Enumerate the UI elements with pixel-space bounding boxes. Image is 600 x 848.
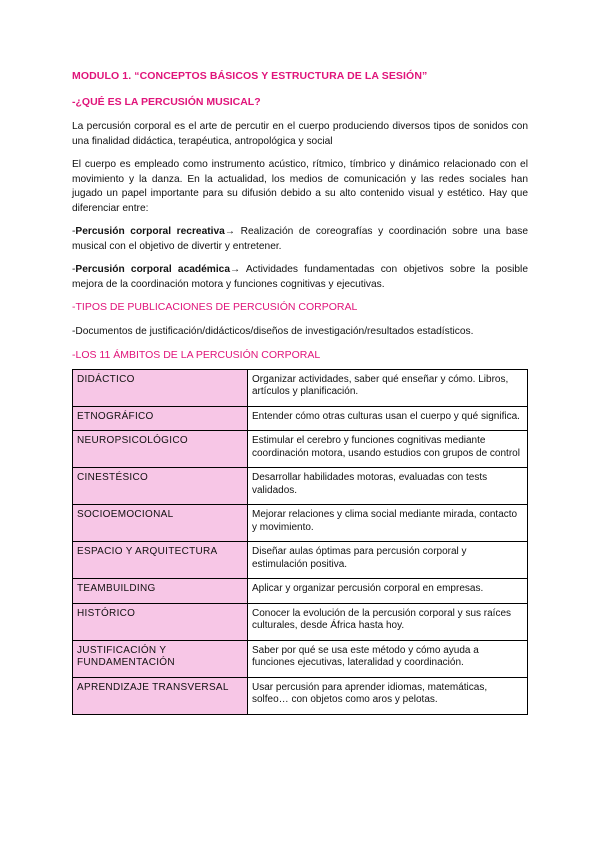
table-row <box>73 369 528 406</box>
area-description-cell: Diseñar aulas óptimas para percusión corporal y estimulación positiva. <box>248 542 528 579</box>
area-name-cell: APRENDIZAJE TRANSVERSAL <box>73 677 248 714</box>
item-prefix: - <box>72 264 76 275</box>
table-row <box>73 542 528 579</box>
area-description-cell: Organizar actividades, saber qué enseñar y cómo. Libros, artículos y planificación. <box>248 369 528 406</box>
area-description-cell: Conocer la evolución de la percusión corporal y sus raíces culturales, desde África hasta hoy. <box>248 603 528 640</box>
item-academic <box>72 263 528 292</box>
paragraph-body-instrument: El cuerpo es empleado como instrumento acústico, rítmico, tímbrico y dinámico relacionado con el movimiento y la danza. En la actualidad, los medios de comunicación y las redes sociales han jugado un papel importante para su difusión debido a su alto contenido visual y estético. Hay que diferenciar entre: <box>72 159 528 214</box>
table-row <box>73 677 528 714</box>
area-name-cell: DIDÁCTICO <box>73 369 248 406</box>
area-description-cell: Desarrollar habilidades motoras, evaluadas con tests validados. <box>248 468 528 505</box>
area-name-cell: JUSTIFICACIÓN Y FUNDAMENTACIÓN <box>73 640 248 677</box>
area-name-cell: CINESTÉSICO <box>73 468 248 505</box>
item-term: Percusión corporal académica <box>75 264 231 275</box>
table-row <box>73 406 528 431</box>
table-row <box>73 603 528 640</box>
table-row <box>73 640 528 677</box>
table-row <box>73 579 528 604</box>
item-term: Percusión corporal recreativa <box>75 226 225 237</box>
section-heading-what-is: -¿QUÉ ES LA PERCUSIÓN MUSICAL? <box>72 96 261 108</box>
module-title: MODULO 1. “CONCEPTOS BÁSICOS Y ESTRUCTURA DE LA SESIÓN” <box>72 70 428 82</box>
paragraph-definition: La percusión corporal es el arte de percutir en el cuerpo produciendo diversos tipos de sonidos con una finalidad didáctica, terapéutica, antropológica y social <box>72 121 528 147</box>
area-name-cell: TEAMBUILDING <box>73 579 248 604</box>
area-name-cell: ESPACIO Y ARQUITECTURA <box>73 542 248 579</box>
area-description-cell: Entender cómo otras culturas usan el cuerpo y qué significa. <box>248 406 528 431</box>
item-text: → Actividades fundamentadas con objetivos sobre la posible mejora de la coordinación motora y funciones cognitivas y ejecutivas. <box>72 264 528 290</box>
section-heading-areas: -LOS 11 ÁMBITOS DE LA PERCUSIÓN CORPORAL <box>72 348 321 361</box>
area-description-cell: Saber por qué se usa este método y cómo ayuda a funciones ejecutivas, lateralidad y coordinación. <box>248 640 528 677</box>
table-row <box>73 468 528 505</box>
area-description-cell: Usar percusión para aprender idiomas, matemáticas, solfeo… con objetos como aros y pelotas. <box>248 677 528 714</box>
item-recreational <box>72 225 528 254</box>
item-text: → Realización de coreografías y coordinación sobre una base musical con el objetivo de divertir y entretener. <box>72 226 528 252</box>
area-name-cell: NEUROPSICOLÓGICO <box>73 431 248 468</box>
section-heading-publications: -TIPOS DE PUBLICACIONES DE PERCUSIÓN CORPORAL <box>72 301 358 313</box>
area-description-cell: Mejorar relaciones y clima social mediante mirada, contacto y movimiento. <box>248 505 528 542</box>
area-description-cell: Aplicar y organizar percusión corporal en empresas. <box>248 579 528 604</box>
item-prefix: - <box>72 226 76 237</box>
area-description-cell: Estimular el cerebro y funciones cognitivas mediante coordinación motora, usando estudios con grupos de control <box>248 431 528 468</box>
areas-table <box>72 369 528 715</box>
table-row <box>73 505 528 542</box>
table-row <box>73 431 528 468</box>
document-page <box>72 70 528 715</box>
paragraph-publication-types: -Documentos de justificación/didácticos/diseños de investigación/resultados estadísticos. <box>72 326 474 337</box>
area-name-cell: SOCIOEMOCIONAL <box>73 505 248 542</box>
area-name-cell: HISTÓRICO <box>73 603 248 640</box>
area-name-cell: ETNOGRÁFICO <box>73 406 248 431</box>
